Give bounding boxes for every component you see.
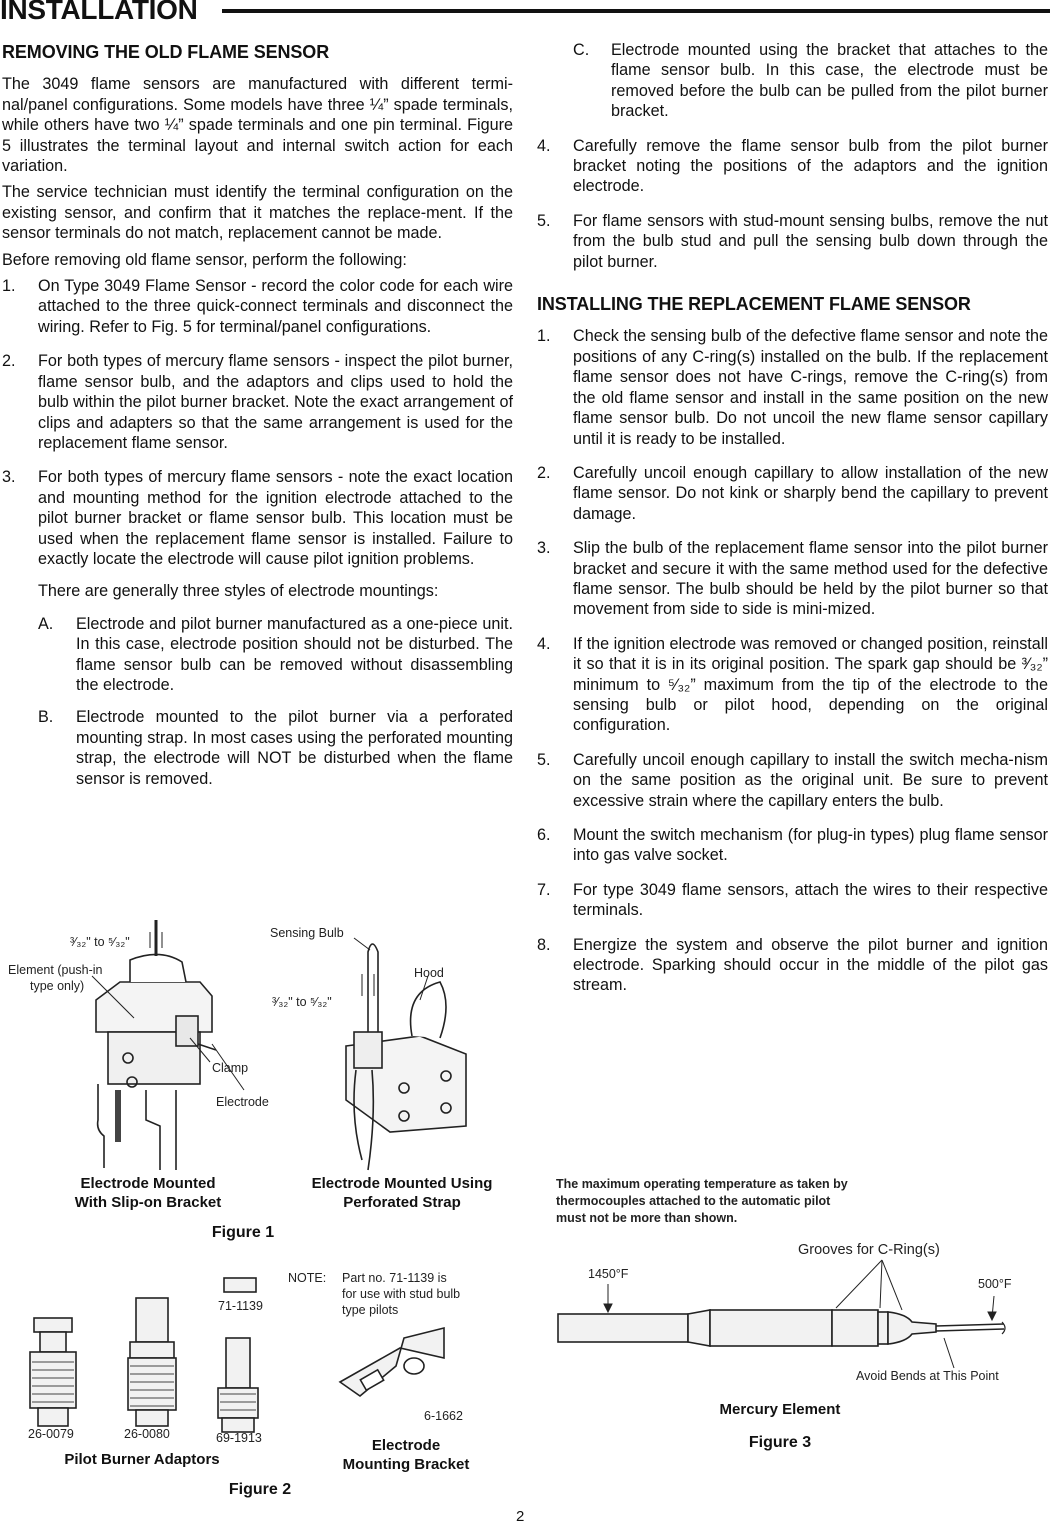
caption-mercury-element: Mercury Element bbox=[719, 1401, 841, 1418]
list-item bbox=[537, 935, 1048, 996]
step-text: For both types of mercury flame sensors - inspect the pilot burner, flame sensor bulb, and the adaptors and clips used to hold the bulb within the pilot burner bracket. Note the exact arrangement of clips and adapters so that the same arrangement is used for the replacement flame sensor. bbox=[38, 352, 513, 452]
adaptor-69-1913 bbox=[218, 1388, 258, 1418]
capillary bbox=[936, 1329, 1004, 1331]
adaptor-26-0080 bbox=[136, 1410, 168, 1426]
hood-label: Hood bbox=[414, 966, 444, 980]
list-item bbox=[537, 326, 1048, 448]
step-text: Slip the bulb of the replacement flame sensor into the pilot burner bracket and secure it with the same method used for the defective flame sensor. The bulb should be held by the pilot burner so that movement from side to side is mini-mized. bbox=[573, 539, 1048, 619]
step-text: If the ignition electrode was removed or changed position, reinstall it so that it is in its original position. The spark gap should be ³⁄₃₂” minimum to ⁵⁄₃₂” maximum from the tip of the electrode to the sensing bulb or pilot hood, depending on the original configuration. bbox=[573, 634, 1048, 735]
step-text: Mount the switch mechanism (for plug-in types) plug flame sensor into gas valve socket. bbox=[573, 826, 1048, 865]
mounting-styles bbox=[38, 614, 513, 789]
paragraph: Before removing old flame sensor, perform the following: bbox=[2, 250, 407, 269]
part-label: 26-0079 bbox=[28, 1427, 74, 1441]
step-number: 1. bbox=[537, 327, 551, 346]
note-text: type pilots bbox=[342, 1303, 399, 1317]
c-ring-groove bbox=[878, 1312, 888, 1344]
figure-3-title: Figure 3 bbox=[748, 1434, 812, 1451]
step-text: For type 3049 flame sensors, attach the wires to their respective terminals. bbox=[573, 880, 1048, 920]
bulb-neck bbox=[888, 1312, 936, 1344]
step-letter: C. bbox=[573, 41, 590, 59]
list-item bbox=[537, 211, 1048, 272]
header-rule bbox=[222, 9, 1050, 13]
heading-removing: REMOVING THE OLD FLAME SENSOR bbox=[2, 42, 330, 62]
list-item bbox=[2, 276, 513, 337]
step-number: 5. bbox=[537, 211, 551, 230]
list-item bbox=[38, 707, 513, 789]
adaptor-26-0079 bbox=[38, 1408, 68, 1426]
clamp bbox=[176, 1016, 198, 1046]
part-label: 6-1662 bbox=[424, 1409, 463, 1423]
step-letter: A. bbox=[38, 614, 54, 633]
step-number: 5. bbox=[537, 750, 551, 769]
step-text: There are generally three styles of electrode mountings: bbox=[38, 582, 439, 601]
heading-installing: INSTALLING THE REPLACEMENT FLAME SENSOR bbox=[537, 294, 971, 315]
step-number: 3. bbox=[2, 468, 16, 487]
leader-line bbox=[354, 938, 370, 950]
temp-note: The maximum operating temperature as taken by bbox=[556, 1177, 848, 1191]
caption-bracket: Electrode bbox=[371, 1437, 441, 1454]
gas-tube bbox=[98, 1084, 104, 1168]
caption-strap: Perforated Strap bbox=[343, 1194, 461, 1211]
caption-strap: Electrode Mounted Using bbox=[311, 1175, 493, 1192]
paragraph: The service technician must identify the terminal configuration on the existing sensor, and confirm that it matches the replace-ment. If the sensor terminals do not match, replacement cannot be made. bbox=[2, 183, 513, 243]
adaptor-26-0079 bbox=[40, 1332, 66, 1352]
temp-cool-label: 500°F bbox=[978, 1277, 1012, 1291]
list-item bbox=[537, 634, 1048, 736]
step-text: Check the sensing bulb of the defective flame sensor and note the positions of any C-ring(s) installed on the bulb. If the replacement flame sensor does not have C-rings, remove the C-ring(s) from the old flame sensor and install in the same position on the new flame sensor bulb. Do not uncoil the new flame sensor capillary until it is ready to be installed. bbox=[573, 327, 1048, 448]
temp-note: must not be more than shown. bbox=[556, 1211, 738, 1225]
electrode-label: Electrode bbox=[216, 1095, 269, 1109]
sensing-bulb-right bbox=[368, 944, 378, 1046]
step-text: Carefully uncoil enough capillary to allow installation of the new flame sensor. Do not kink or sharply bend the capillary to prevent damage. bbox=[573, 463, 1048, 523]
list-item bbox=[2, 351, 513, 453]
adaptor-69-1913 bbox=[222, 1418, 254, 1432]
step-text: For flame sensors with stud-mount sensing bulbs, remove the nut from the bulb stud and pull the sensing bulb down through the pilot burner. bbox=[573, 211, 1048, 271]
part-label: 71-1139 bbox=[218, 1299, 263, 1313]
gap-label-right: ³⁄₃₂" to ⁵⁄₃₂" bbox=[272, 995, 332, 1009]
c-ring-groove bbox=[832, 1310, 878, 1346]
avoid-bends-label: Avoid Bends at This Point bbox=[856, 1369, 999, 1383]
hood-right bbox=[411, 982, 446, 1038]
bulb-taper bbox=[688, 1310, 710, 1346]
paragraph: The 3049 flame sensors are manufactured with different termi-nal/panel configurations. Some models have three ¼” spade terminals, while others have two ¼” spade terminals and one pin terminal. Figure 5 illustrates the terminal layout and internal switch action for each variation. bbox=[2, 75, 513, 176]
adaptor-26-0079 bbox=[34, 1318, 72, 1332]
step-number: 2. bbox=[2, 352, 16, 371]
adaptor-26-0079 bbox=[30, 1352, 76, 1408]
step-number: 1. bbox=[2, 277, 16, 296]
step-text: Electrode mounted using the bracket that attaches to the flame sensor bulb. In this case, the electrode must be removed before the bulb can be pulled from the pilot burner bracket. bbox=[611, 41, 1048, 121]
step-number: 4. bbox=[537, 634, 551, 653]
list-item bbox=[537, 538, 1048, 620]
note-label: NOTE: bbox=[288, 1271, 327, 1285]
part-label: 69-1913 bbox=[216, 1431, 262, 1445]
page-number: 2 bbox=[516, 1508, 525, 1525]
step-text: Carefully remove the flame sensor bulb from the pilot burner bracket noting the positions of the adaptors and the ignition electrode. bbox=[573, 136, 1048, 196]
figure-2-title: Figure 2 bbox=[228, 1481, 292, 1498]
list-item bbox=[38, 614, 513, 696]
list-item bbox=[2, 467, 513, 789]
adaptor-69-1913 bbox=[226, 1338, 250, 1388]
adaptor-26-0080 bbox=[136, 1298, 168, 1342]
temp-note: thermocouples attached to the automatic pilot bbox=[556, 1194, 831, 1208]
temp-hot-label: 1450°F bbox=[588, 1267, 629, 1281]
step-number: 4. bbox=[537, 136, 551, 155]
right-column bbox=[537, 40, 1048, 1010]
caption-slip-on: With Slip-on Bracket bbox=[74, 1194, 222, 1211]
removal-steps bbox=[2, 276, 513, 789]
adaptor-71-1139 bbox=[224, 1278, 256, 1292]
step-number: 3. bbox=[537, 539, 551, 558]
groove-pointer bbox=[836, 1260, 882, 1308]
step-text: Energize the system and observe the pilot burner and ignition electrode. Sparking should occur in the middle of the pilot gas stream. bbox=[573, 935, 1048, 995]
removal-steps-continued bbox=[537, 40, 1048, 272]
capillary bbox=[936, 1324, 1004, 1326]
step-letter: B. bbox=[38, 708, 54, 727]
list-item bbox=[537, 825, 1048, 866]
element-label: Element (push-in bbox=[8, 963, 103, 977]
figure-1 bbox=[0, 920, 520, 1250]
sensing-bulb-label: Sensing Bulb bbox=[270, 926, 344, 940]
step-text: For both types of mercury flame sensors - note the exact location and mounting method for the ignition electrode attached to the pilot burner bracket or flame sensor bulb. This location must be used when the replacement flame sensor is installed. Failure to exactly locate the electrode will cause pilot ignition problems. bbox=[38, 468, 513, 568]
adaptor-26-0080 bbox=[130, 1342, 174, 1358]
bend-pointer bbox=[944, 1338, 954, 1368]
figure-1-title: Figure 1 bbox=[211, 1224, 275, 1241]
gas-tube bbox=[146, 1090, 160, 1170]
left-column bbox=[2, 40, 513, 803]
gap-label-left: ³⁄₃₂" to ⁵⁄₃₂" bbox=[70, 935, 130, 949]
step-text: Electrode mounted to the pilot burner via a perforated mounting strap. In most cases using the perforated mounting strap, the electrode will NOT be disturbed when the flame sensor is removed. bbox=[76, 708, 513, 788]
step-number: 2. bbox=[537, 463, 551, 482]
list-item bbox=[537, 880, 1048, 921]
step-text: Carefully uncoil enough capillary to install the switch mecha-nism on the same position as the original unit. Be sure to prevent excessive strain where the capillary enters the bulb. bbox=[573, 750, 1048, 810]
figure-3 bbox=[540, 1172, 1040, 1462]
install-steps bbox=[537, 326, 1048, 995]
list-item bbox=[537, 463, 1048, 524]
figure-2 bbox=[0, 1266, 520, 1506]
bracket-6-1662 bbox=[340, 1328, 444, 1396]
groove-pointer bbox=[880, 1260, 882, 1308]
list-item bbox=[537, 750, 1048, 811]
note-text: Part no. 71-1139 is bbox=[342, 1271, 447, 1285]
bulb-body bbox=[710, 1310, 832, 1346]
groove-pointer bbox=[882, 1260, 902, 1310]
step-text: On Type 3049 Flame Sensor - record the color code for each wire attached to the three quick-connect terminals and disconnect the wiring. Refer to Fig. 5 for terminal/panel configurations. bbox=[38, 277, 513, 336]
caption-bracket: Mounting Bracket bbox=[342, 1456, 470, 1473]
pilot-hood bbox=[130, 954, 186, 982]
list-item bbox=[537, 136, 1048, 197]
bulb-tip bbox=[558, 1314, 688, 1342]
step-text: Electrode and pilot burner manufactured as a one-piece unit. In this case, electrode position should not be disturbed. The flame sensor bulb can be removed without disassembling the electrode. bbox=[76, 614, 513, 694]
step-number: 7. bbox=[537, 880, 551, 899]
step-number: 8. bbox=[537, 935, 551, 954]
bracket-hole bbox=[404, 1358, 424, 1374]
caption-adaptors: Pilot Burner Adaptors bbox=[64, 1451, 220, 1468]
section-title: INSTALLATION bbox=[0, 0, 198, 25]
part-label: 26-0080 bbox=[124, 1427, 170, 1441]
note-text: for use with stud bulb bbox=[342, 1287, 461, 1301]
clip bbox=[354, 1032, 382, 1068]
caption-slip-on: Electrode Mounted bbox=[80, 1175, 216, 1192]
clamp-label: Clamp bbox=[212, 1061, 249, 1075]
element-label: type only) bbox=[30, 979, 85, 993]
list-item bbox=[537, 40, 1048, 122]
step-number: 6. bbox=[537, 826, 551, 844]
grooves-label: Grooves for C-Ring(s) bbox=[798, 1242, 940, 1258]
